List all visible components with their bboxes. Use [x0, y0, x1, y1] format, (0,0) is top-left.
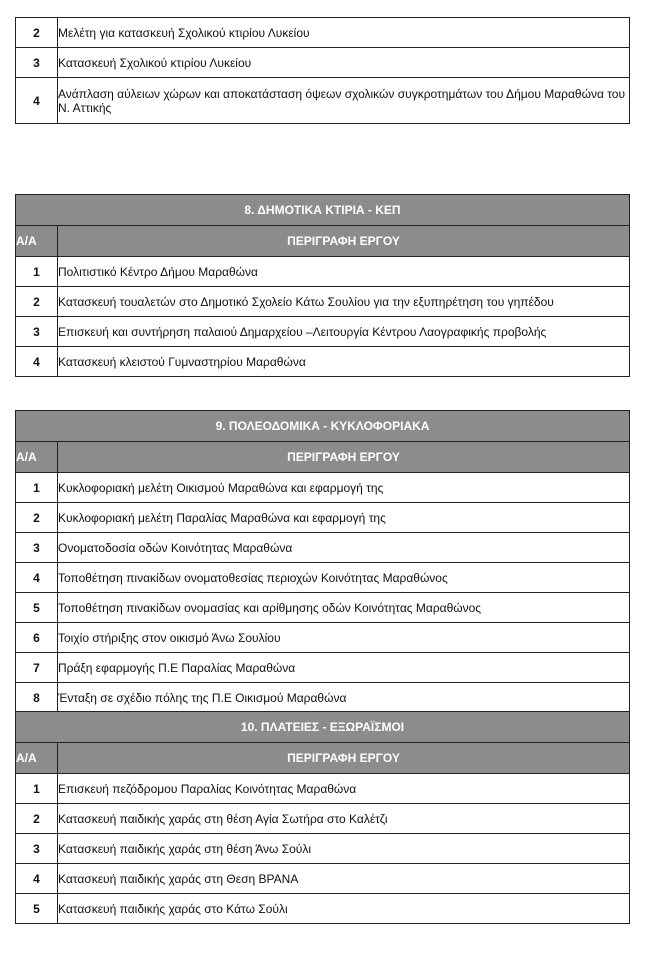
table-row [16, 563, 630, 593]
table-row [16, 774, 630, 804]
table-row [16, 503, 630, 533]
row-description: Κυκλοφοριακή μελέτη Οικισμού Μαραθώνα και εφαρμογή της [58, 473, 630, 503]
row-description: Κατασκευή παιδικής χαράς στη Θεση ΒΡΑΝΑ [58, 864, 630, 894]
col-header-num: Α/Α [16, 226, 58, 257]
table-row [16, 533, 630, 563]
table-row [16, 653, 630, 683]
row-number: 2 [16, 804, 58, 834]
table-row [16, 623, 630, 653]
row-number: 5 [16, 894, 58, 924]
row-number: 4 [16, 78, 58, 124]
table-row [16, 257, 630, 287]
schools-table-continued [15, 17, 630, 124]
table-row [16, 347, 630, 377]
section-9-title: 9. ΠΟΛΕΟΔΟΜΙΚΑ - ΚΥΚΛΟΦΟΡΙΑΚΑ [16, 411, 630, 442]
section-9-body [16, 473, 630, 713]
row-number: 3 [16, 317, 58, 347]
row-number: 1 [16, 774, 58, 804]
section-10-body [16, 774, 630, 924]
col-header-num: Α/Α [16, 743, 58, 774]
col-header-num: Α/Α [16, 442, 58, 473]
row-number: 4 [16, 563, 58, 593]
row-number: 2 [16, 287, 58, 317]
table-row [16, 864, 630, 894]
table-row [16, 287, 630, 317]
row-description: Κατασκευή τουαλετών στο Δημοτικό Σχολείο Κάτω Σουλίου για την εξυπηρέτηση του γηπέδου [58, 287, 630, 317]
section-8-table [15, 194, 630, 377]
row-description: Επισκευή πεζόδρομου Παραλίας Κοινότητας Μαραθώνα [58, 774, 630, 804]
row-description: Τοποθέτηση πινακίδων ονομασίας και αρίθμησης οδών Κοινότητας Μαραθώνος [58, 593, 630, 623]
table-row [16, 78, 630, 124]
row-description: Ένταξη σε σχέδιο πόλης της Π.Ε Οικισμού Μαραθώνα [58, 683, 630, 713]
section-10-table [15, 711, 630, 924]
row-description: Κατασκευή κλειστού Γυμναστηρίου Μαραθώνα [58, 347, 630, 377]
col-header-desc: ΠΕΡΙΓΡΑΦΗ ΕΡΓΟΥ [58, 743, 630, 774]
row-number: 1 [16, 473, 58, 503]
table-row [16, 804, 630, 834]
table-row [16, 593, 630, 623]
row-number: 3 [16, 834, 58, 864]
row-description: Τοποθέτηση πινακίδων ονοματοθεσίας περιοχών Κοινότητας Μαραθώνος [58, 563, 630, 593]
row-description: Πολιτιστικό Κέντρο Δήμου Μαραθώνα [58, 257, 630, 287]
row-description: Πράξη εφαρμογής Π.Ε Παραλίας Μαραθώνα [58, 653, 630, 683]
row-description: Κατασκευή Σχολικού κτιρίου Λυκείου [58, 48, 630, 78]
table-row [16, 18, 630, 48]
table-row [16, 683, 630, 713]
table-row [16, 834, 630, 864]
table-row [16, 894, 630, 924]
col-header-desc: ΠΕΡΙΓΡΑΦΗ ΕΡΓΟΥ [58, 442, 630, 473]
col-header-desc: ΠΕΡΙΓΡΑΦΗ ΕΡΓΟΥ [58, 226, 630, 257]
row-number: 2 [16, 18, 58, 48]
top-table-body [16, 18, 630, 124]
row-number: 6 [16, 623, 58, 653]
row-description: Κατασκευή παιδικής χαράς στη θέση Άνω Σούλι [58, 834, 630, 864]
row-number: 4 [16, 347, 58, 377]
row-description: Κυκλοφοριακή μελέτη Παραλίας Μαραθώνα και εφαρμογή της [58, 503, 630, 533]
section-8-title: 8. ΔΗΜΟΤΙΚΑ ΚΤΙΡΙΑ - ΚΕΠ [16, 195, 630, 226]
section-8-body [16, 257, 630, 377]
row-description: Ανάπλαση αύλειων χώρων και αποκατάσταση όψεων σχολικών συγκροτημάτων του Δήμου Μαραθώνα του Ν. Αττικής [58, 78, 630, 124]
row-number: 7 [16, 653, 58, 683]
row-number: 8 [16, 683, 58, 713]
row-number: 4 [16, 864, 58, 894]
section-10-title: 10. ΠΛΑΤΕΙΕΣ - ΕΞΩΡΑΪΣΜΟΙ [16, 712, 630, 743]
table-row [16, 317, 630, 347]
row-number: 3 [16, 48, 58, 78]
table-row [16, 48, 630, 78]
section-9-table [15, 410, 630, 713]
table-row [16, 473, 630, 503]
row-description: Κατασκευή παιδικής χαράς στο Κάτω Σούλι [58, 894, 630, 924]
row-number: 2 [16, 503, 58, 533]
row-description: Μελέτη για κατασκευή Σχολικού κτιρίου Λυκείου [58, 18, 630, 48]
row-number: 3 [16, 533, 58, 563]
row-description: Κατασκευή παιδικής χαράς στη θέση Αγία Σωτήρα στο Καλέτζι [58, 804, 630, 834]
row-description: Τοιχίο στήριξης στον οικισμό Άνω Σουλίου [58, 623, 630, 653]
row-number: 1 [16, 257, 58, 287]
row-number: 5 [16, 593, 58, 623]
row-description: Επισκευή και συντήρηση παλαιού Δημαρχείου –Λειτουργία Κέντρου Λαογραφικής προβολής [58, 317, 630, 347]
row-description: Ονοματοδοσία οδών Κοινότητας Μαραθώνα [58, 533, 630, 563]
